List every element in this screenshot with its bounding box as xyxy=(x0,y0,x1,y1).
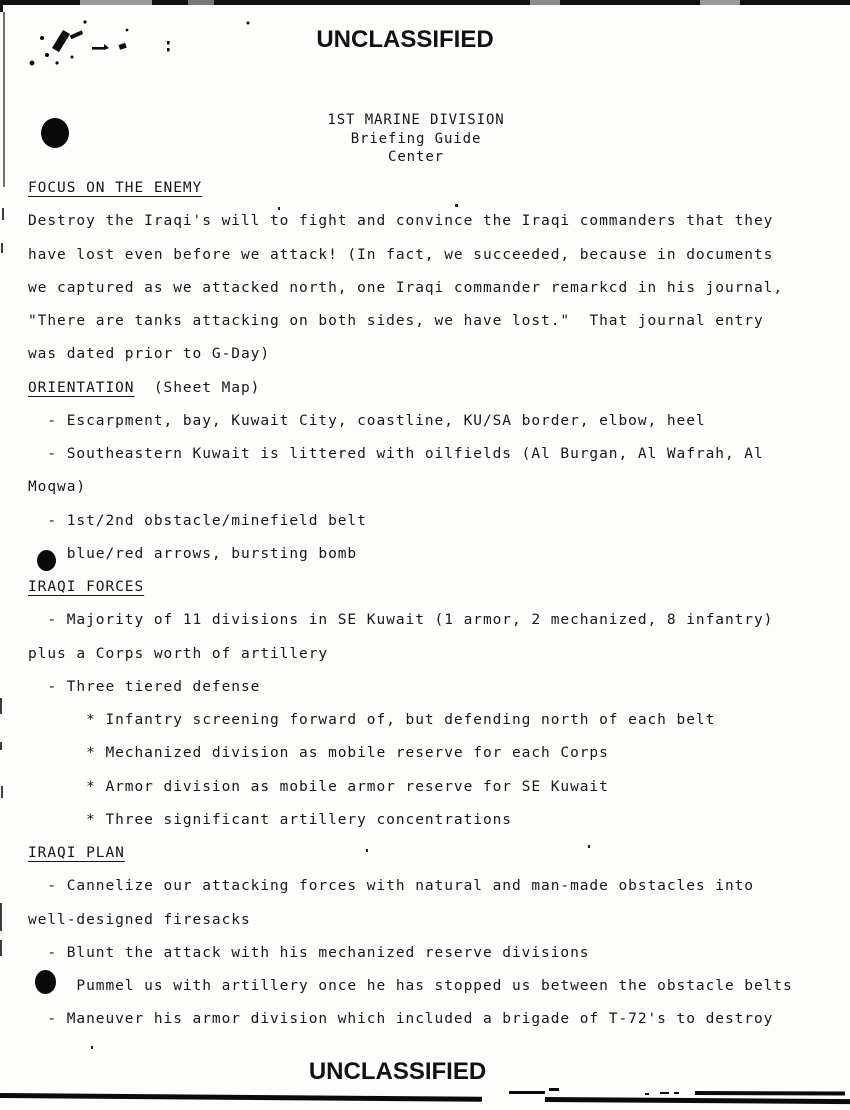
section-heading-line xyxy=(28,837,793,870)
text-line xyxy=(28,937,793,970)
text-line xyxy=(28,737,793,770)
line-text: - 1st/2nd obstacle/minefield belt xyxy=(28,512,367,529)
document-body xyxy=(28,172,793,1037)
heading-text: ORIENTATION xyxy=(28,379,135,396)
text-line xyxy=(28,771,793,804)
text-line xyxy=(28,471,793,504)
scan-edge-mark xyxy=(0,698,2,714)
text-line xyxy=(28,438,793,471)
scan-edge-bar-bottom xyxy=(0,1093,482,1102)
title-line-briefing-guide: Briefing Guide xyxy=(350,130,482,147)
scan-speck xyxy=(455,204,458,207)
text-line xyxy=(28,671,793,704)
line-text: * Armor division as mobile armor reserve for SE Kuwait xyxy=(28,778,609,795)
scan-dash-artifact xyxy=(645,1093,649,1095)
heading-text: IRAQI FORCES xyxy=(28,579,145,595)
line-text: - Cannelize our attacking forces with natural and man-made obstacles into xyxy=(28,878,754,895)
line-text: plus a Corps worth of artillery xyxy=(28,645,329,662)
heading-text: IRAQI PLAN xyxy=(28,845,125,861)
scan-edge-mark xyxy=(0,742,2,750)
scan-speck xyxy=(91,1046,93,1049)
line-text: Moqwa) xyxy=(28,479,87,496)
scan-edge-mark xyxy=(2,208,4,220)
text-line xyxy=(28,305,793,338)
line-text: was dated prior to G-Day) xyxy=(28,346,270,363)
heading-text: FOCUS ON THE ENEMY xyxy=(28,180,203,196)
text-line xyxy=(28,970,793,1003)
text-line xyxy=(28,405,793,438)
line-text: "There are tanks attacking on both sides, we have lost." That journal entry xyxy=(28,313,764,329)
line-text: - Southeastern Kuwait is littered with oilfields (Al Burgan, Al Wafrah, Al xyxy=(28,446,764,462)
line-text: we captured as we attacked north, one Iraqi commander remarkcd in his journal, xyxy=(28,279,784,296)
text-line xyxy=(28,338,793,371)
scan-speck xyxy=(588,845,590,848)
scan-edge-mark xyxy=(0,940,2,956)
scan-bar-artifact xyxy=(530,0,560,5)
text-line xyxy=(28,272,793,305)
line-text: * Infantry screening forward of, but defending north of each belt xyxy=(28,712,716,728)
section-heading-line xyxy=(28,571,793,604)
scan-dash-artifact xyxy=(660,1092,669,1094)
section-heading-line xyxy=(28,372,793,405)
scan-edge-mark xyxy=(0,903,2,931)
scan-edge-bar-bottom xyxy=(545,1097,850,1104)
scan-dash-artifact xyxy=(674,1092,679,1094)
classification-banner-bottom: UNCLASSIFIED xyxy=(308,1058,487,1085)
pen-scribble-mark xyxy=(0,0,300,80)
text-line xyxy=(28,704,793,737)
line-text: well-designed firesacks xyxy=(28,911,251,928)
text-line xyxy=(28,538,793,571)
title-line-center: Center xyxy=(388,149,444,166)
line-text: have lost even before we attack! (In fact, we succeeded, because in documents xyxy=(28,246,774,263)
section-heading-line xyxy=(28,172,793,205)
text-line xyxy=(28,505,793,538)
text-line xyxy=(28,239,793,272)
scan-edge-mark xyxy=(1,243,3,253)
title-block xyxy=(0,111,832,167)
scan-speck xyxy=(278,207,280,210)
text-line xyxy=(28,904,793,937)
scan-line-artifact xyxy=(695,1091,845,1096)
scan-speck xyxy=(366,849,368,852)
line-text: - Escarpment, bay, Kuwait City, coastline, KU/SA border, elbow, heel xyxy=(28,412,706,429)
title-line-division: 1ST MARINE DIVISION xyxy=(327,112,505,128)
scan-bar-artifact xyxy=(700,0,740,5)
line-text: - Blunt the attack with his mechanized reserve divisions xyxy=(28,944,590,961)
scan-edge-mark xyxy=(1,786,3,798)
text-line xyxy=(28,1003,793,1036)
line-text: * Three significant artillery concentrations xyxy=(28,811,512,828)
line-text: blue/red arrows, bursting bomb xyxy=(28,545,358,562)
line-text: * Mechanized division as mobile reserve for each Corps xyxy=(28,745,609,762)
classification-banner-top: UNCLASSIFIED xyxy=(316,26,494,53)
text-line xyxy=(28,638,793,671)
line-text: - Majority of 11 divisions in SE Kuwait (1 armor, 2 mechanized, 8 infantry) xyxy=(28,612,774,629)
text-line xyxy=(28,604,793,637)
scan-dash-artifact xyxy=(549,1088,559,1091)
text-line xyxy=(28,804,793,837)
scan-edge-line-left xyxy=(3,12,5,187)
line-text: Destroy the Iraqi's will to fight and convince the Iraqi commanders that they xyxy=(28,213,774,230)
text-line xyxy=(28,870,793,903)
scan-dash-artifact xyxy=(509,1091,545,1094)
line-text: Pummel us with artillery once he has stopped us between the obstacle belts xyxy=(28,978,793,994)
line-text: - Three tiered defense xyxy=(28,678,261,695)
line-text: (Sheet Map) xyxy=(134,379,261,396)
line-text: - Maneuver his armor division which included a brigade of T-72's to destroy xyxy=(28,1011,774,1028)
text-line xyxy=(28,205,793,238)
